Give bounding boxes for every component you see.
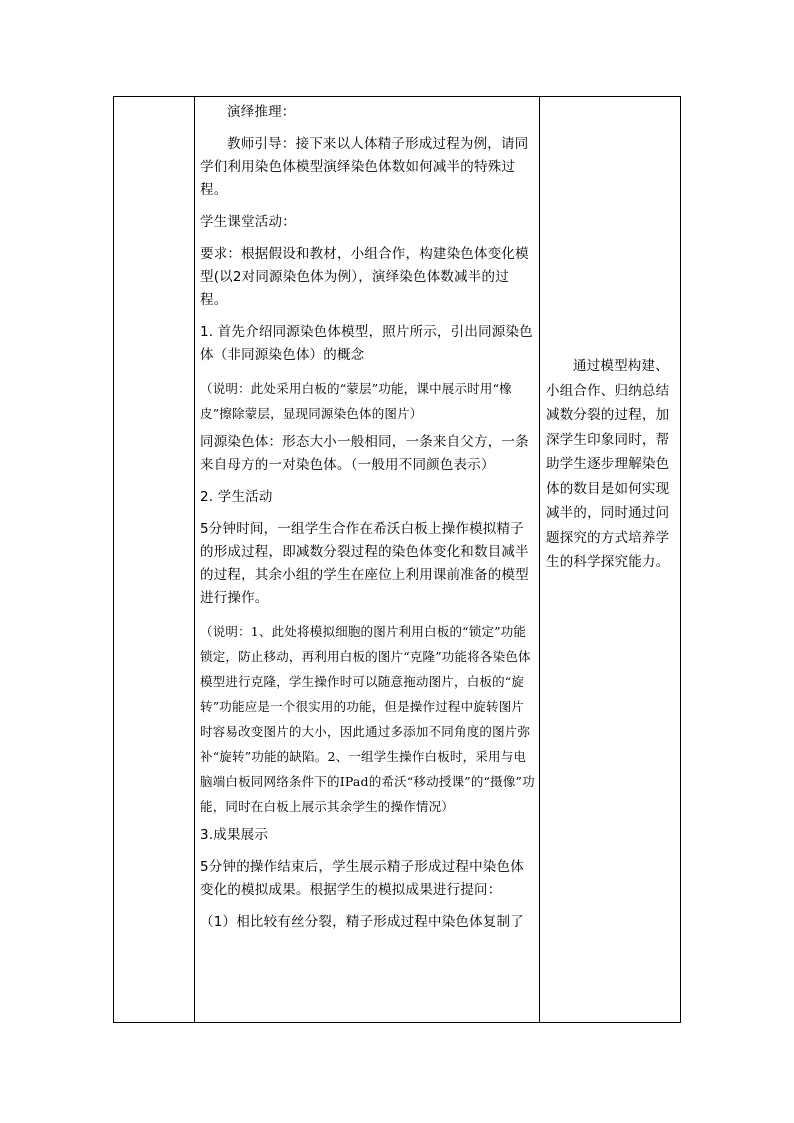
question-1: （1）相比较有丝分裂，精子形成过程中染色体复制了 <box>200 914 524 930</box>
note-whiteboard-functions: （说明：1、此处将模拟细胞的图片利用白板的“锁定”功能锁定，防止移动，再利用白板的图片“克隆”功能将各染色体模型进行克隆，学生操作时可以随意拖动图片，白板的“旋转”功能应是一个很实用的功能，但是操作过程中旋转图片时容易改变图片的大小，因此通过多添加不同角度的图片弥补“旋转”功能的缺陷。2、一组学生操作白板时，采用与电脑端白板同网络条件下的IPad的希沃“移动授课”的“摄像”功能，同时在白板上展示其余学生的操作情况） <box>200 624 535 814</box>
teacher-guidance: 教师引导：接下来以人体精子形成过程为例，请同学们利用染色体模型演绎染色体数如何减半的特殊过程。 <box>200 136 529 198</box>
deduction-heading: 演绎推理： <box>227 104 296 120</box>
homologous-definition: 同源染色体：形态大小一般相同，一条来自父方，一条来自母方的一对染色体。（一般用不同颜色表示） <box>200 434 529 473</box>
lesson-table <box>113 96 681 1023</box>
column-divider-left <box>194 97 195 1022</box>
step-2-heading: 2. 学生活动 <box>200 489 273 505</box>
step-3-description: 5分钟的操作结束后，学生展示精子形成过程中染色体变化的模拟成果。根据学生的模拟成果进行提问： <box>200 859 524 898</box>
design-intent-text: 通过模型构建、小组合作、归纳总结减数分裂的过程，加深学生印象同时，帮助学生逐步理解染色体的数目是如何实现减半的，同时通过问题探究的方式培养学生的科学探究能力。 <box>546 358 670 570</box>
design-intent-cell <box>546 354 676 575</box>
activity-requirement: 要求：根据假设和教材，小组合作，构建染色体变化模型(以2对同源染色体为例），演绎染色体数减半的过程。 <box>200 246 529 308</box>
student-activity-heading: 学生课堂活动： <box>200 214 296 230</box>
step-2-description: 5分钟时间，一组学生合作在希沃白板上操作模拟精子的形成过程，即减数分裂过程的染色体变化和数目减半的过程，其余小组的学生在座位上利用课前准备的模型进行操作。 <box>200 521 529 606</box>
step-1-intro: 1. 首先介绍同源染色体模型，照片所示，引出同源染色体（非同源染色体）的概念 <box>200 324 533 363</box>
note-mask-function: （说明：此处采用白板的“蒙层”功能，课中展示时用“橡皮”擦除蒙层，显现同源染色体的图片） <box>200 381 512 421</box>
column-divider-right <box>539 97 540 1022</box>
step-3-heading: 3.成果展示 <box>200 827 269 843</box>
teaching-process-cell <box>200 101 536 934</box>
